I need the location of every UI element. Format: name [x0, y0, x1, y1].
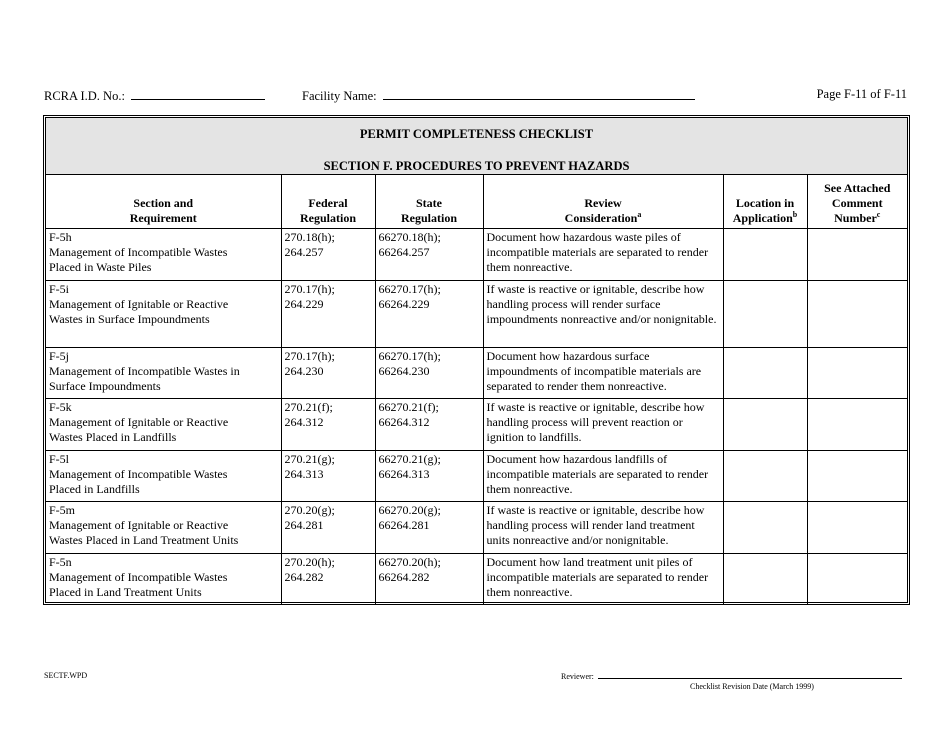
state-cell: 66270.17(h); 66264.230 [375, 348, 483, 399]
location-cell[interactable] [723, 502, 807, 554]
comment-cell[interactable] [807, 399, 907, 451]
state-cell: 66270.20(g); 66264.281 [375, 502, 483, 554]
page-header [44, 87, 907, 103]
federal-cell: 270.21(g); 264.313 [281, 451, 375, 502]
review-cell: If waste is reactive or ignitable, describe how handling process will render surface impoundments nonreactive and/or nonignitable. [483, 281, 723, 348]
section-cell: F-5n Management of Incompatible Wastes Placed in Land Treatment Units [46, 554, 281, 604]
col-header-section: Section and Requirement [46, 175, 281, 229]
comment-cell[interactable] [807, 281, 907, 348]
col-header-federal: Federal Regulation [281, 175, 375, 229]
section-cell: F-5m Management of Ignitable or Reactive Wastes Placed in Land Treatment Units [46, 502, 281, 554]
reviewer-field[interactable] [561, 670, 902, 681]
checklist-title: PERMIT COMPLETENESS CHECKLIST [359, 127, 594, 141]
checklist-frame [43, 115, 910, 605]
rcra-id-label: RCRA I.D. No.: [44, 89, 125, 103]
review-cell: Document how hazardous landfills of incompatible materials are separated to render them nonreactive. [483, 451, 723, 502]
location-cell[interactable] [723, 451, 807, 502]
revision-date: Checklist Revision Date (March 1999) [690, 682, 814, 691]
comment-cell[interactable] [807, 229, 907, 281]
title-band [46, 118, 907, 175]
facility-name-label: Facility Name: [302, 89, 377, 103]
table-header-row [46, 175, 907, 229]
review-cell: Document how hazardous surface impoundments of incompatible materials are separated to render them nonreactive. [483, 348, 723, 399]
section-cell: F-5h Management of Incompatible Wastes Placed in Waste Piles [46, 229, 281, 281]
checklist-table [46, 175, 907, 604]
state-cell: 66270.21(g); 66264.313 [375, 451, 483, 502]
federal-cell: 270.20(h); 264.282 [281, 554, 375, 604]
federal-cell: 270.17(h); 264.230 [281, 348, 375, 399]
col-header-comment: See Attached Comment Number$^c$ [807, 175, 907, 229]
location-cell[interactable] [723, 399, 807, 451]
section-cell: F-5k Management of Ignitable or Reactive Wastes Placed in Landfills [46, 399, 281, 451]
reviewer-blank[interactable] [598, 670, 902, 679]
federal-cell: 270.18(h); 264.257 [281, 229, 375, 281]
review-cell: Document how land treatment unit piles of incompatible materials are separated to render them nonreactive. [483, 554, 723, 604]
location-cell[interactable] [723, 229, 807, 281]
federal-cell: 270.20(g); 264.281 [281, 502, 375, 554]
table-row [46, 399, 907, 451]
section-cell: F-5j Management of Incompatible Wastes in Surface Impoundments [46, 348, 281, 399]
comment-cell[interactable] [807, 502, 907, 554]
col-header-location: Location in Application$^b$ [723, 175, 807, 229]
rcra-id-blank[interactable] [131, 87, 265, 100]
reviewer-label: Reviewer: [561, 672, 594, 681]
table-row [46, 451, 907, 502]
col-header-review: Review Consideration$^a$ [483, 175, 723, 229]
comment-cell[interactable] [807, 554, 907, 604]
rcra-id-field[interactable] [44, 87, 265, 104]
section-cell: F-5l Management of Incompatible Wastes Placed in Landfills [46, 451, 281, 502]
file-name: SECTF.WPD [44, 671, 88, 680]
facility-name-blank[interactable] [383, 87, 695, 100]
state-cell: 66270.21(f); 66264.312 [375, 399, 483, 451]
table-row [46, 229, 907, 281]
location-cell[interactable] [723, 348, 807, 399]
state-cell: 66270.17(h); 66264.229 [375, 281, 483, 348]
review-cell: If waste is reactive or ignitable, describe how handling process will prevent reaction or ignition to landfills. [483, 399, 723, 451]
table-row [46, 502, 907, 554]
section-title: SECTION F. PROCEDURES TO PREVENT HAZARDS [323, 159, 630, 173]
state-cell: 66270.18(h); 66264.257 [375, 229, 483, 281]
comment-cell[interactable] [807, 451, 907, 502]
review-cell: If waste is reactive or ignitable, describe how handling process will render land treatment units nonreactive and/or nonignitable. [483, 502, 723, 554]
state-cell: 66270.20(h); 66264.282 [375, 554, 483, 604]
table-row [46, 281, 907, 348]
comment-cell[interactable] [807, 348, 907, 399]
table-row [46, 554, 907, 604]
location-cell[interactable] [723, 554, 807, 604]
federal-cell: 270.21(f); 264.312 [281, 399, 375, 451]
location-cell[interactable] [723, 281, 807, 348]
federal-cell: 270.17(h); 264.229 [281, 281, 375, 348]
page-number: Page F-11 of F-11 [816, 87, 907, 101]
section-cell: F-5i Management of Ignitable or Reactive Wastes in Surface Impoundments [46, 281, 281, 348]
review-cell: Document how hazardous waste piles of incompatible materials are separated to render them nonreactive. [483, 229, 723, 281]
table-row [46, 348, 907, 399]
col-header-state: State Regulation [375, 175, 483, 229]
facility-name-field[interactable] [302, 87, 695, 104]
